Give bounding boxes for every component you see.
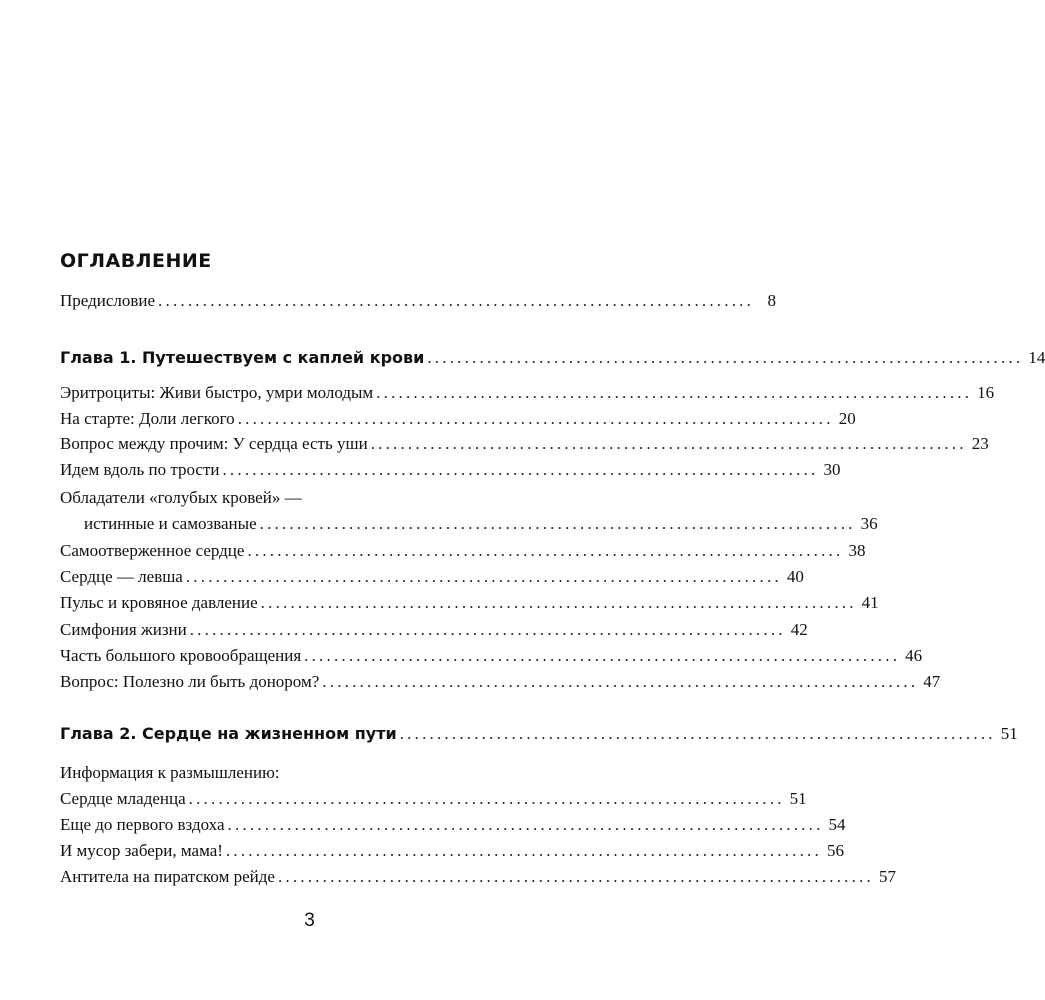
dot-leader: ................................................................................ xyxy=(260,593,857,612)
toc-entry[interactable] xyxy=(60,672,941,696)
dot-leader: ................................................................................ xyxy=(370,434,967,453)
toc-entry-title: Антитела на пиратском рейде xyxy=(60,867,275,886)
toc-entry-page: 46 xyxy=(905,646,923,665)
dot-leader: ................................................................................ xyxy=(376,383,973,402)
toc-entry[interactable] xyxy=(60,409,856,433)
toc-entry[interactable] xyxy=(60,646,923,670)
toc-entry-page: 42 xyxy=(790,620,808,639)
toc-entry-page: 57 xyxy=(878,867,896,886)
toc-entry[interactable] xyxy=(60,383,995,407)
page-number: 3 xyxy=(304,910,315,931)
toc-chapter-2[interactable] xyxy=(60,724,1018,748)
toc-entry-title: Идем вдоль по трости xyxy=(60,460,220,479)
toc-entry-page: 23 xyxy=(971,434,989,453)
toc-entry[interactable] xyxy=(60,620,808,644)
dot-leader: ................................................................................ xyxy=(427,348,1024,367)
toc-entry[interactable] xyxy=(60,867,896,891)
toc-entry[interactable] xyxy=(60,434,989,458)
toc-entry-page: 38 xyxy=(848,541,866,560)
chapter-title: Глава 2. Сердце на жизненном пути xyxy=(60,724,397,743)
dot-leader: ................................................................................ xyxy=(158,291,755,310)
toc-entry[interactable] xyxy=(84,514,878,538)
toc-entry-title: Обладатели «голубых кровей» — xyxy=(60,488,302,507)
toc-entry-title: И мусор забери, мама! xyxy=(60,841,223,860)
dot-leader: ................................................................................ xyxy=(222,460,819,479)
toc-entry-page: 36 xyxy=(860,514,878,533)
toc-entry-title: Пульс и кровяное давление xyxy=(60,593,258,612)
toc-entry-title: истинные и самозваные xyxy=(84,514,257,533)
toc-entry-title: Эритроциты: Живи быстро, умри молодым xyxy=(60,383,374,402)
toc-entry-page: 47 xyxy=(923,672,941,691)
toc-chapter-1[interactable] xyxy=(60,348,1045,372)
dot-leader: ................................................................................ xyxy=(225,841,822,860)
dot-leader: ................................................................................ xyxy=(237,409,834,428)
dot-leader: ................................................................................ xyxy=(247,541,844,560)
toc-entry-page: 56 xyxy=(826,841,844,860)
toc-entry-page: 20 xyxy=(838,409,856,428)
toc-entry[interactable] xyxy=(60,789,807,813)
dot-leader: ................................................................................ xyxy=(227,815,824,834)
dot-leader: ................................................................................ xyxy=(277,867,874,886)
toc-entry-preface[interactable] xyxy=(60,291,777,315)
chapter-page: 51 xyxy=(1000,724,1018,743)
toc-entry-page: 8 xyxy=(767,291,777,310)
toc-entry[interactable] xyxy=(60,460,841,484)
toc-entry-title: Сердце младенца xyxy=(60,789,186,808)
toc-entry-title: На старте: Доли легкого xyxy=(60,409,235,428)
toc-entry-title: Вопрос между прочим: У сердца есть уши xyxy=(60,434,368,453)
toc-entry-page: 30 xyxy=(823,460,841,479)
toc-entry-page: 51 xyxy=(789,789,807,808)
dot-leader: ................................................................................ xyxy=(188,789,785,808)
toc-entry-page: 16 xyxy=(977,383,995,402)
toc-entry-title: Самоотверженное сердце xyxy=(60,541,245,560)
toc-entry-page: 41 xyxy=(861,593,879,612)
toc-entry[interactable] xyxy=(60,567,804,591)
toc-heading: ОГЛАВЛЕНИЕ xyxy=(60,250,212,272)
dot-leader: ................................................................................ xyxy=(189,620,786,639)
dot-leader: ................................................................................ xyxy=(322,672,919,691)
chapter-page: 14 xyxy=(1028,348,1045,367)
dot-leader: ................................................................................ xyxy=(259,514,856,533)
toc-entry-page: 54 xyxy=(828,815,846,834)
toc-entry-page: 40 xyxy=(786,567,804,586)
toc-entry-title: Часть большого кровообращения xyxy=(60,646,302,665)
section-intro: Информация к размышлению: xyxy=(60,763,280,782)
toc-entry-title: Симфония жизни xyxy=(60,620,187,639)
toc-entry[interactable] xyxy=(60,488,532,512)
dot-leader: ................................................................................ xyxy=(185,567,782,586)
toc-entry[interactable] xyxy=(60,841,844,865)
toc-entry-title: Сердце — левша xyxy=(60,567,183,586)
toc-entry-title: Предисловие xyxy=(60,291,156,310)
toc-entry-title: Вопрос: Полезно ли быть донором? xyxy=(60,672,320,691)
toc-entry[interactable] xyxy=(60,593,879,617)
toc-entry[interactable] xyxy=(60,541,866,565)
toc-entry-title: Еще до первого вздоха xyxy=(60,815,225,834)
dot-leader: ................................................................................ xyxy=(304,646,901,665)
dot-leader: ................................................................................ xyxy=(399,724,996,743)
chapter-title: Глава 1. Путешествуем с каплей крови xyxy=(60,348,425,367)
toc-entry[interactable] xyxy=(60,815,846,839)
